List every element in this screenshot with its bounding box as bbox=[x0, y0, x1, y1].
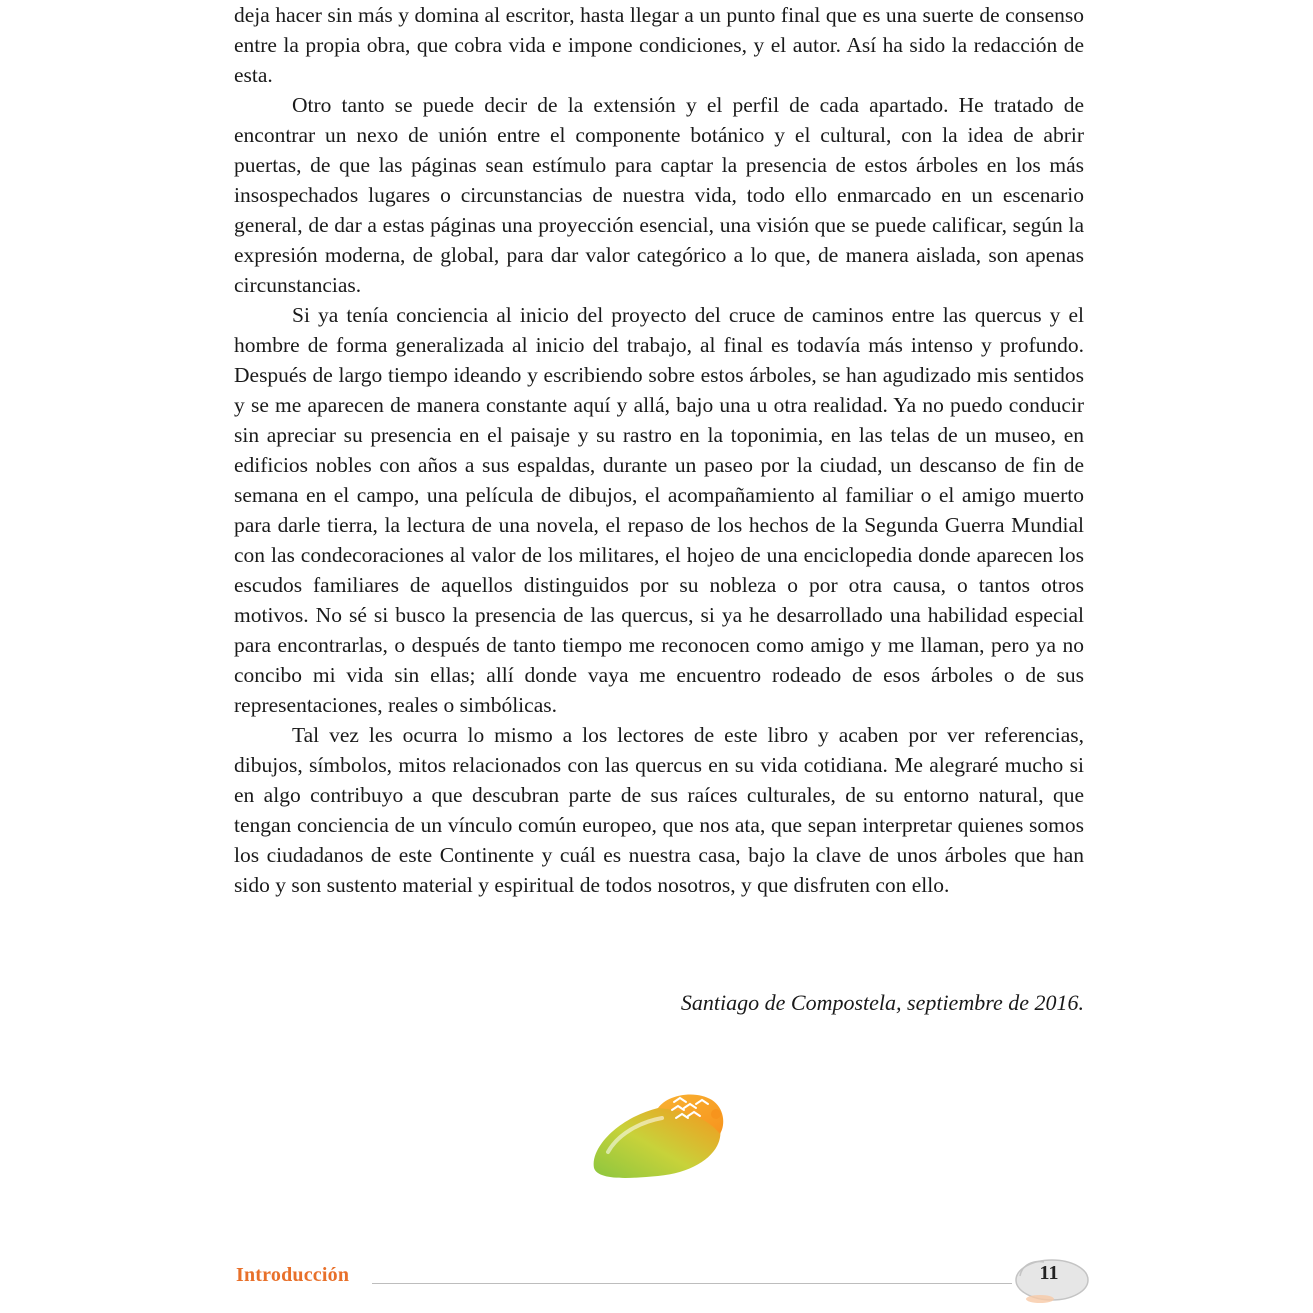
main-text bbox=[234, 0, 1084, 900]
footer-divider bbox=[372, 1283, 1012, 1284]
paragraph: Otro tanto se puede decir de la extensión y el perfil de cada apartado. He tratado de encontrar un nexo de unión entre el componente botánico y el cultural, con la idea de abrir puertas, de que las páginas sean estímulo para captar la presencia de estos árboles en los más insospechados lugares o circunstancias de nuestra vida, todo ello enmarcado en un escenario general, de dar a estas páginas una proyección esencial, una visión que se puede calificar, según la expresión moderna, de global, para dar valor categórico a lo que, de manera aislada, son apenas circunstancias. bbox=[234, 93, 1084, 297]
acorn-icon bbox=[588, 1088, 728, 1180]
page-number: 11 bbox=[1039, 1262, 1059, 1284]
paragraph: Tal vez les ocurra lo mismo a los lectores de este libro y acaben por ver referencias, dibujos, símbolos, mitos relacionados con las quercus en su vida cotidiana. Me alegraré mucho si en algo contribuyo a que descubran parte de sus raíces culturales, de su entorno natural, que tengan conciencia de un vínculo común europeo, que nos ata, que sepan interpretar quienes somos los ciudadanos de este Continente y cuál es nuestra casa, bajo la clave de unos árboles que han sido y son sustento material y espiritual de todos nosotros, y que disfruten con ello. bbox=[234, 723, 1084, 897]
signature-place-date: Santiago de Compostela, septiembre de 2016. bbox=[680, 990, 1084, 1015]
paragraph: deja hacer sin más y domina al escritor, hasta llegar a un punto final que es una suerte de consenso entre la propia obra, que cobra vida e impone condiciones, y el autor. Así ha sido la redacción de esta. bbox=[234, 3, 1084, 87]
footer-section-label: Introducción bbox=[236, 1264, 350, 1286]
paragraph: Si ya tenía conciencia al inicio del proyecto del cruce de caminos entre las quercus y el hombre de forma generalizada al inicio del trabajo, al final es todavía más intenso y profundo. Después de largo tiempo ideando y escribiendo sobre estos árboles, se han agudizado mis sentidos y se me aparecen de manera constante aquí y allá, bajo una u otra realidad. Ya no puedo conducir sin apreciar su presencia en el paisaje y su rastro en la toponimia, en las telas de un museo, en edificios nobles con años a sus espaldas, durante un paseo por la ciudad, un descanso de fin de semana en el campo, una película de dibujos, el acompañamiento al familiar o el amigo muerto para darle tierra, la lectura de una novela, el repaso de los hechos de la Segunda Guerra Mundial con las condecoraciones al valor de los militares, el hojeo de una enciclopedia donde aparecen los escudos familiares de aquellos distinguidos por su nobleza o por otra causa, o tantos otros motivos. No sé si busco la presencia de las quercus, si ya he desarrollado una habilidad especial para encontrarlas, o después de tanto tiempo me reconocen como amigo y me llaman, pero ya no concibo mi vida sin ellas; allí donde vaya me encuentro rodeado de esos árboles o de sus representaciones, reales o simbólicas. bbox=[234, 303, 1084, 717]
